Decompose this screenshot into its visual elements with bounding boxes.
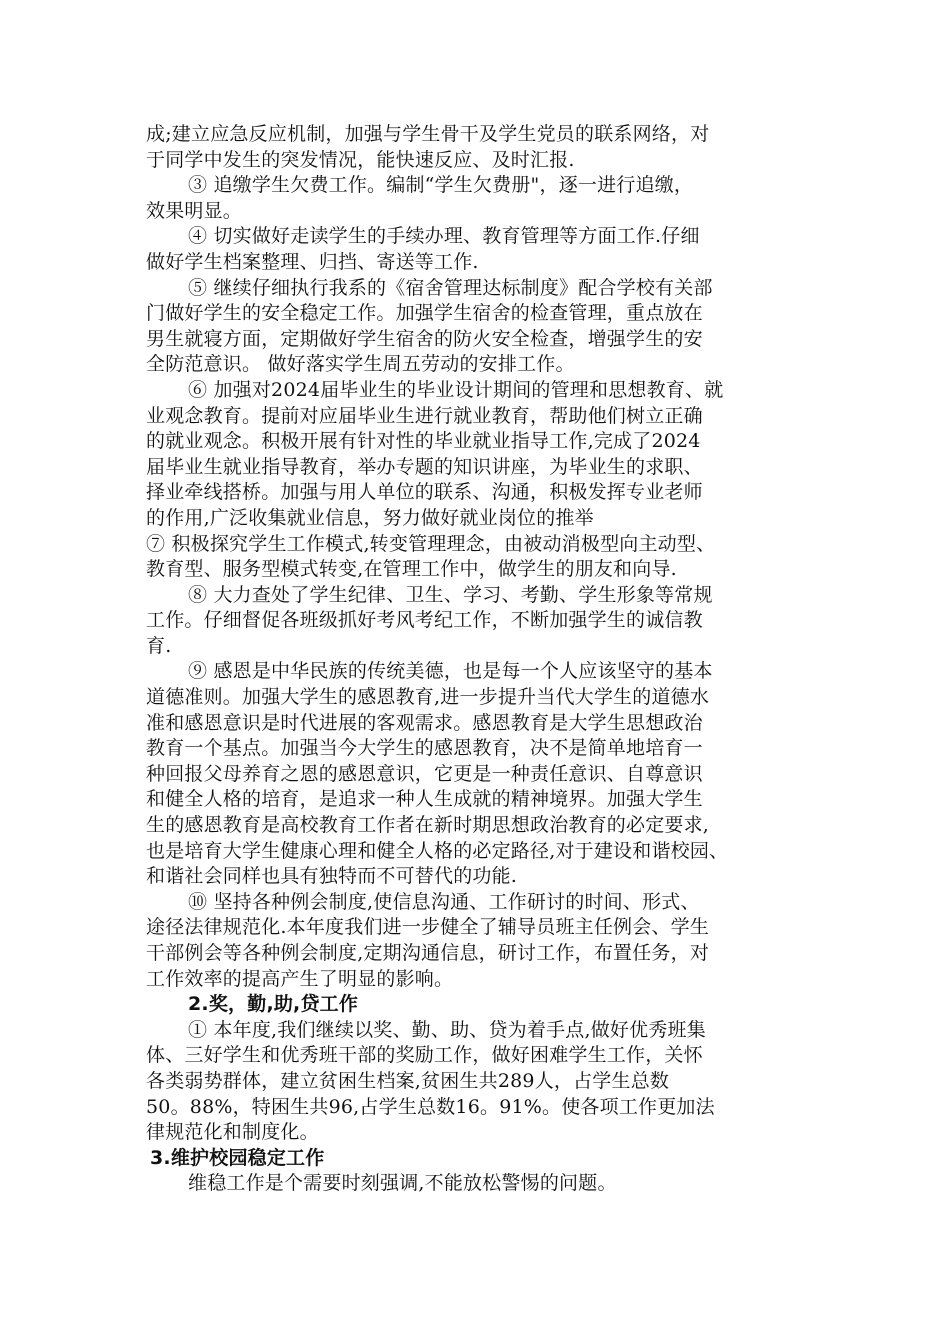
text-line: 的作用,广泛收集就业信息，努力做好就业岗位的推举 bbox=[146, 506, 594, 529]
text-line: 成;建立应急反应机制，加强与学生骨干及学生党员的联系网络，对 bbox=[146, 123, 710, 145]
text-line: 种回报父母养育之恩的感恩意识，它更是一种责任意识、自尊意识 bbox=[146, 762, 703, 785]
text-line: 门做好学生的安全稳定工作。加强学生宿舍的检查管理，重点放在 bbox=[146, 302, 703, 325]
text-line: 准和感恩意识是时代进展的客观需求。感恩教育是大学生思想政治 bbox=[146, 711, 703, 734]
text-line: 干部例会等各种例会制度,定期沟通信息，研讨工作，布置任务，对 bbox=[146, 942, 710, 964]
text-line: ⑨ 感恩是中华民族的传统美德，也是每一个人应该坚守的基本 bbox=[188, 660, 713, 683]
text-line: 律规范化和制度化。 bbox=[146, 1121, 319, 1144]
section-2-heading: 2.奖，勤,助,贷工作 bbox=[188, 993, 359, 1016]
text-line: ⑩ 坚持各种例会制度,使信息沟通、工作研讨的时间、形式、 bbox=[188, 890, 700, 913]
text-line: 也是培育大学生健康心理和健全人格的必定路径,对于建设和谐校园、 bbox=[146, 839, 729, 862]
section-1-paragraphs bbox=[146, 122, 806, 992]
document-body bbox=[146, 122, 806, 1197]
text-line: 工作效率的提高产生了明显的影响。 bbox=[146, 967, 454, 990]
text-line: 工作。仔细督促各班级抓好考风考纪工作，不断加强学生的诚信教 bbox=[146, 609, 703, 632]
text-line: 体、三好学生和优秀班干部的奖励工作，做好困难学生工作，关怀 bbox=[146, 1044, 703, 1067]
text-line: 的就业观念。积极开展有针对性的毕业就业指导工作,完成了2024 bbox=[146, 430, 701, 453]
text-line: 教育型、服务型模式转变,在管理工作中，做学生的朋友和向导. bbox=[146, 558, 677, 581]
text-line: 各类弱势群体，建立贫困生档案,贫困生共289人，占学生总数 bbox=[146, 1069, 670, 1092]
text-line: ⑤ 继续仔细执行我系的《宿舍管理达标制度》配合学校有关部 bbox=[188, 276, 713, 299]
text-line: ④ 切实做好走读学生的手续办理、教育管理等方面工作.仔细 bbox=[188, 225, 700, 248]
text-line: 择业牵线搭桥。加强与用人单位的联系、沟通，积极发挥专业老师 bbox=[146, 481, 703, 504]
section-2-paragraphs bbox=[146, 1018, 806, 1146]
text-line: 道德准则。加强大学生的感恩教育,进一步提升当代大学生的道德水 bbox=[146, 686, 710, 709]
text-line: 维稳工作是个需要时刻强调,不能放松警惕的问题。 bbox=[188, 1172, 617, 1195]
text-line: ⑥ 加强对2024届毕业生的毕业设计期间的管理和思想教育、就 bbox=[188, 378, 724, 401]
text-line: 和谐社会同样也具有独特而不可替代的功能. bbox=[146, 865, 518, 888]
text-line: ③ 追缴学生欠费工作。编制“学生欠费册"，逐一进行追缴， bbox=[188, 174, 694, 197]
text-line: 业观念教育。提前对应届毕业生进行就业教育，帮助他们树立正确 bbox=[146, 404, 703, 427]
text-line: 和健全人格的培育，是追求一种人生成就的精神境界。加强大学生 bbox=[146, 788, 703, 811]
section-3-heading: 3.维护校园稳定工作 bbox=[150, 1146, 325, 1169]
text-line: 途径法律规范化.本年度我们进一步健全了辅导员班主任例会、学生 bbox=[146, 916, 710, 939]
text-line: 生的感恩教育是高校教育工作者在新时期思想政治教育的必定要求, bbox=[146, 814, 710, 837]
text-line: 届毕业生就业指导教育，举办专题的知识讲座，为毕业生的求职、 bbox=[146, 455, 703, 478]
text-line: 男生就寝方面，定期做好学生宿舍的防火安全检查，增强学生的安 bbox=[146, 327, 703, 350]
text-line: ⑦ 积极探究学生工作模式,转变管理理念，由被动消极型向主动型、 bbox=[146, 532, 716, 555]
text-line: ① 本年度,我们继续以奖、勤、助、贷为着手点,做好优秀班集 bbox=[188, 1018, 706, 1041]
text-line: 做好学生档案整理、归挡、寄送等工作. bbox=[146, 250, 479, 273]
text-line: ⑧ 大力查处了学生纪律、卫生、学习、考勤、学生形象等常规 bbox=[188, 583, 713, 606]
section-3-paragraphs bbox=[146, 1171, 806, 1197]
text-line: 50。88%，特困生共96,占学生总数16。91%。使各项工作更加法 bbox=[146, 1095, 715, 1118]
text-line: 效果明显。 bbox=[146, 199, 243, 222]
text-line: 全防范意识。 做好落实学生周五劳动的安排工作。 bbox=[146, 353, 575, 376]
text-line: 于同学中发生的突发情况，能快速反应、及时汇报. bbox=[146, 148, 575, 171]
text-line: 教育一个基点。加强当今大学生的感恩教育，决不是简单地培育一 bbox=[146, 737, 703, 760]
text-line: 育. bbox=[146, 634, 172, 657]
